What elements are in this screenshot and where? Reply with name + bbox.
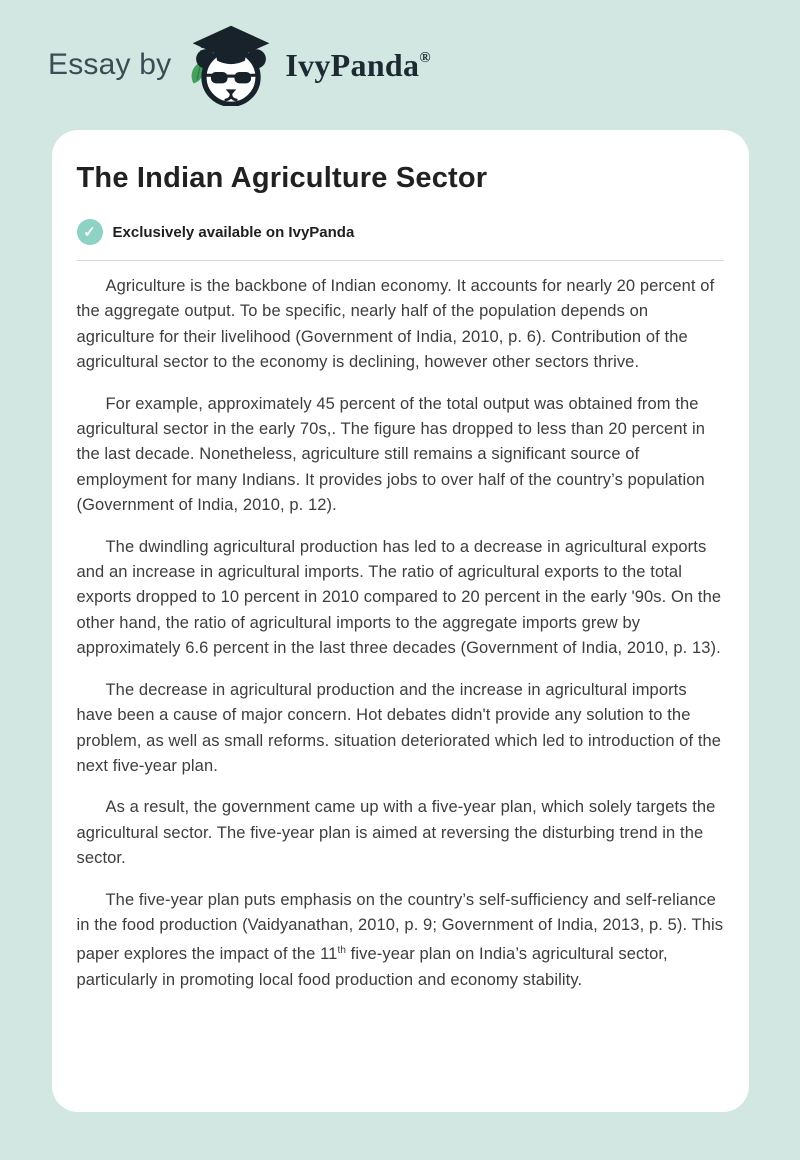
- availability-badge: [77, 219, 724, 245]
- paragraph: As a result, the government came up with a five-year plan, which solely targets the agricultural sector. The five-year plan is aimed at reversing the disturbing trend in the sector.: [76, 798, 716, 868]
- essay-body: [77, 274, 724, 993]
- paragraph: The dwindling agricultural production has led to a decrease in agricultural exports and an increase in agricultural imports. The ratio of agricultural exports to the total exports dropped to 10 percent in 2010 compared to 20 percent in the early '90s. On the other hand, the ratio of agricultural imports to the aggregate imports grew by approximately 6.6 percent in the last three decades (Government of India, 2010, p. 13).: [76, 537, 722, 658]
- divider: [77, 260, 724, 261]
- paragraph: For example, approximately 45 percent of the total output was obtained from the agricultural sector in the early 70s,. The figure has dropped to less than 20 percent in the last decade. Nonetheless, agriculture still remains a significant source of employment for many Indians. It provides jobs to over half of the country’s population (Government of India, 2010, p. 12).: [76, 394, 706, 515]
- brand-text: IvyPanda: [285, 46, 420, 83]
- brand-name: [285, 47, 431, 84]
- availability-label: Exclusively available on IvyPanda: [112, 223, 355, 241]
- paragraph: Agriculture is the backbone of Indian economy. It accounts for nearly 20 percent of the aggregate output. To be specific, nearly half of the population depends on agriculture for their livelihood (Government of India, 2010, p. 6). Contribution of the agricultural sector to the economy is declining, however other sectors thrive.: [76, 277, 715, 372]
- final-paragraph-text: five-year plan on India’s agricultural sector, particularly in promoting local food production and economy stability.: [76, 945, 668, 989]
- site-header: [0, 0, 800, 130]
- registered-mark-icon: ®: [419, 49, 431, 66]
- paragraph: The decrease in agricultural production and the increase in agricultural imports have been a cause of major concern. Hot debates didn't provide any solution to the problem, as well as small reforms. situation deteriorated which led to introduction of the next five-year plan.: [76, 680, 722, 775]
- final-paragraph-text: The five-year plan puts emphasis on the country’s self-sufficiency and self-reliance in the food production (Vaidyanathan, 2010, p. 9; Government of India, 2013, p. 5). This paper explores the impact of the 11: [76, 890, 724, 964]
- essay-by-label: Essay by: [48, 48, 172, 81]
- final-paragraph: [77, 888, 724, 994]
- page-title: The Indian Agriculture Sector: [76, 162, 488, 194]
- ordinal-superscript: th: [337, 945, 346, 957]
- panda-graduate-icon: [187, 24, 275, 106]
- essay-card: [52, 130, 749, 1112]
- check-icon: ✓: [77, 219, 103, 245]
